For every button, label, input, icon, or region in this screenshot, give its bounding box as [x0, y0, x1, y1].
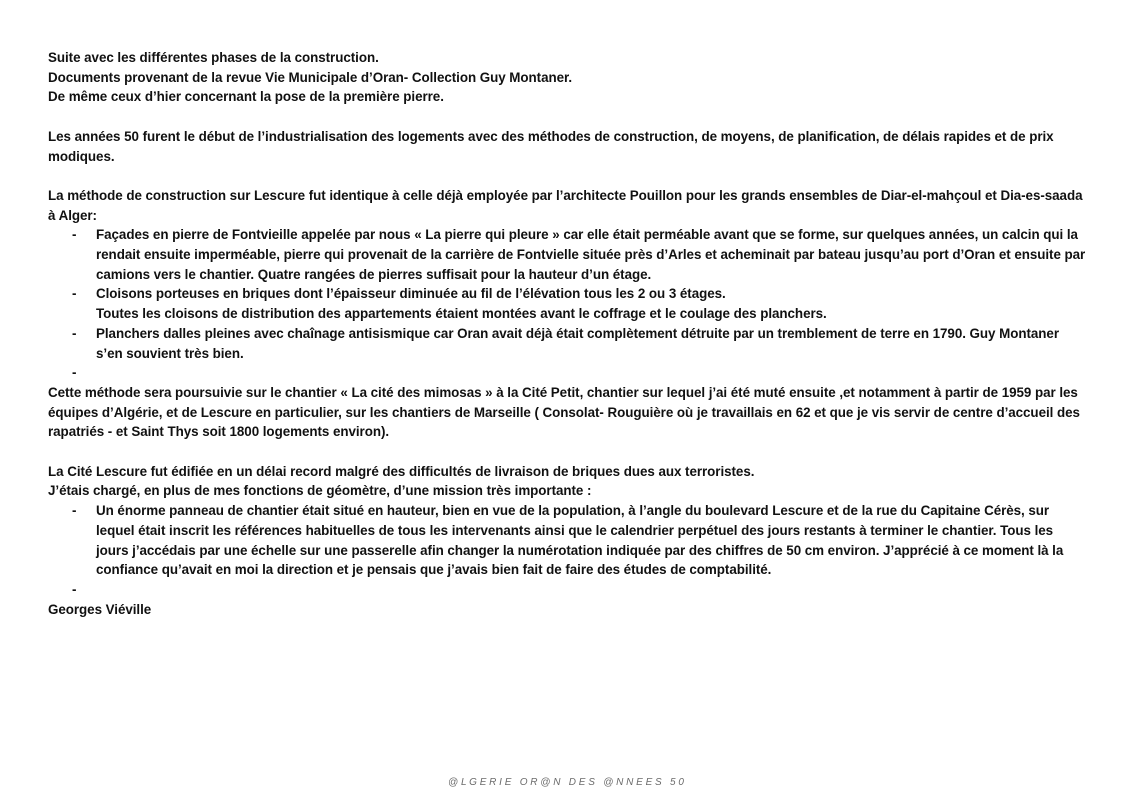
paragraph-cite-lescure-2: J’étais chargé, en plus de mes fonctions de géomètre, d’une mission très importante : [48, 483, 592, 499]
list-item: - Planchers dalles pleines avec chaînage antisismique car Oran avait déjà était complètement détruite par un tremblement de terre en 1790. Guy Montaner s’en souvient très bien. [48, 324, 1088, 363]
spacer [48, 166, 1088, 186]
list-item-empty [48, 580, 1088, 600]
spacer [48, 107, 1088, 127]
list-item: - Un énorme panneau de chantier était situé en hauteur, bien en vue de la population, à l’angle du boulevard Lescure et de la rue du Capitaine Cérès, sur lequel était inscrit les références habituelles de tous les intervenants ainsi que le calendrier perpétuel des jours restants à terminer le chantier. Tous les jours j’accédais par une échelle sur une passerelle afin changer la numérotation indiquée par des chiffres de 50 cm environ. J’apprécié à ce moment là la confiance qu’avait en moi la direction et je pensais que j’avais bien fait de faire des études de comptabilité. [48, 501, 1088, 580]
construction-methods-list [48, 225, 1088, 383]
list-item-continuation: Toutes les cloisons de distribution des appartements étaient montées avant le coffrage et le coulage des planchers. [96, 306, 827, 322]
list-item-empty [48, 363, 1088, 383]
page-footer: @ L G E R I E O R @ N D E S @ N N E E S 5 0 [448, 777, 684, 788]
spacer [48, 442, 1088, 462]
intro-line-3: De même ceux d’hier concernant la pose de la première pierre. [48, 89, 444, 105]
list-item: - Façades en pierre de Fontvieille appelée par nous « La pierre qui pleure » car elle était perméable avant que se forme, sur quelques années, un calcin qui la rendait ensuite imperméable, pierre qui provenait de la carrière de Fontvielle située près d’Arles et acheminait par bateau jusqu’au port d’Oran et ensuite par camions vers le chantier. Quatre rangées de pierres suffisait pour la hauteur d’un étage. [48, 225, 1088, 284]
paragraph-cite-lescure-1: La Cité Lescure fut édifiée en un délai record malgré des difficultés de livraison de briques dues aux terroristes. [48, 463, 755, 479]
paragraph-industrialisation: Les années 50 furent le début de l’industrialisation des logements avec des méthodes de construction, de moyens, de planification, de délais rapides et de prix modiques. [48, 128, 1054, 164]
document-body [48, 48, 1088, 619]
signature: Georges Viéville [48, 601, 152, 617]
list-item: - Cloisons porteuses en briques dont l’épaisseur diminuée au fil de l’élévation tous les 2 ou 3 étages. Toutes les cloisons de distribution des appartements étaient montées avant le coffrage et le coulage des planchers. [48, 284, 1088, 323]
paragraph-poursuite: Cette méthode sera poursuivie sur le chantier « La cité des mimosas » à la Cité Petit, chantier sur lequel j’ai été muté ensuite ,et notamment à partir de 1959 par les équipes d’Algérie, et de Lescure en particulier, sur les chantiers de Marseille ( Consolat- Rouguière où je travaillais en 62 et que je vis servir de centre d’accueil des rapatriés - et Saint Thys soit 1800 logements environ). [48, 384, 1080, 440]
mission-list [48, 501, 1088, 600]
intro-line-1: Suite avec les différentes phases de la construction. [48, 50, 379, 65]
paragraph-methode: La méthode de construction sur Lescure fut identique à celle déjà employée par l’architecte Pouillon pour les grands ensembles de Diar-el-mahçoul et Dia-es-saada à Alger: [48, 187, 1083, 223]
intro-line-2: Documents provenant de la revue Vie Municipale d’Oran- Collection Guy Montaner. [48, 69, 573, 85]
